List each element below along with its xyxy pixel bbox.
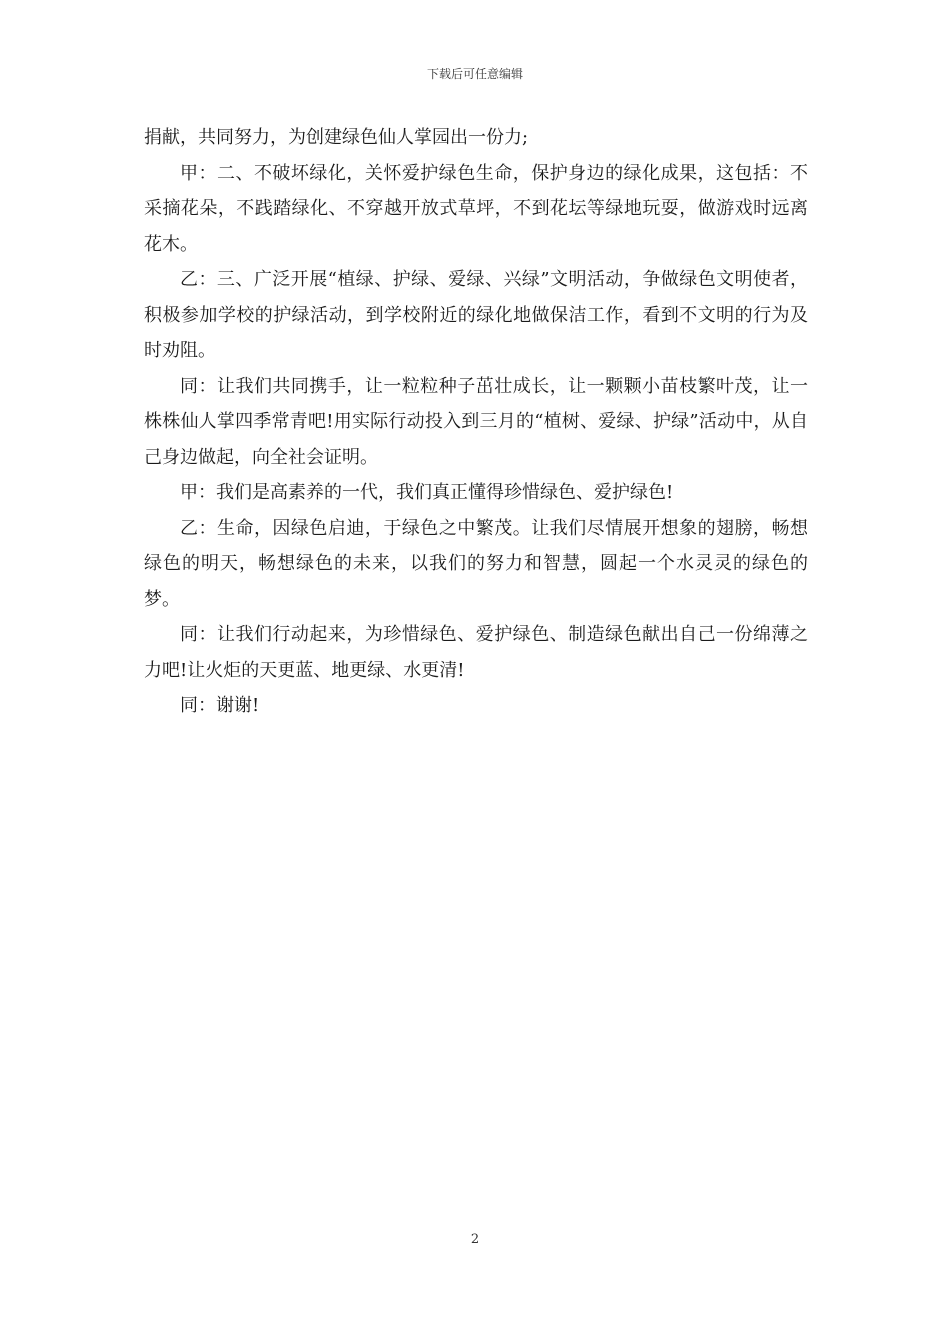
paragraph-7: 同：让我们行动起来，为珍惜绿色、爱护绿色、制造绿色献出自己一份绵薄之力吧!让火炬的天更蓝、地更绿、水更清! (144, 624, 808, 681)
paragraph-8: 同：谢谢! (180, 695, 260, 716)
paragraph-3: 乙：三、广泛开展“植绿、护绿、爱绿、兴绿”文明活动，争做绿色文明使者，积极参加学校的护绿活动，到学校附近的绿化地做保洁工作，看到不文明的行为及时劝阻。 (144, 269, 808, 361)
document-body (144, 120, 808, 724)
paragraph-2: 甲：二、不破坏绿化，关怀爱护绿色生命，保护身边的绿化成果，这包括：不采摘花朵，不践踏绿化、不穿越开放式草坪，不到花坛等绿地玩耍，做游戏时远离花木。 (144, 162, 808, 255)
paragraph-6: 乙：生命，因绿色启迪，于绿色之中繁茂。让我们尽情展开想象的翅膀，畅想绿色的明天，畅想绿色的未来，以我们的努力和智慧，圆起一个水灵灵的绿色的梦。 (144, 517, 808, 610)
paragraph-4: 同：让我们共同携手，让一粒粒种子茁壮成长，让一颗颗小苗枝繁叶茂，让一株株仙人掌四季常青吧!用实际行动投入到三月的“植树、爱绿、护绿”活动中，从自己身边做起，向全社会证明。 (144, 375, 808, 468)
page-number: 2 (470, 1232, 480, 1247)
paragraph-1: 捐献，共同努力，为创建绿色仙人掌园出一份力; (144, 127, 529, 148)
page-header: 下载后可任意编辑 (426, 67, 523, 81)
paragraph-5: 甲：我们是高素养的一代，我们真正懂得珍惜绿色、爱护绿色! (180, 482, 674, 503)
